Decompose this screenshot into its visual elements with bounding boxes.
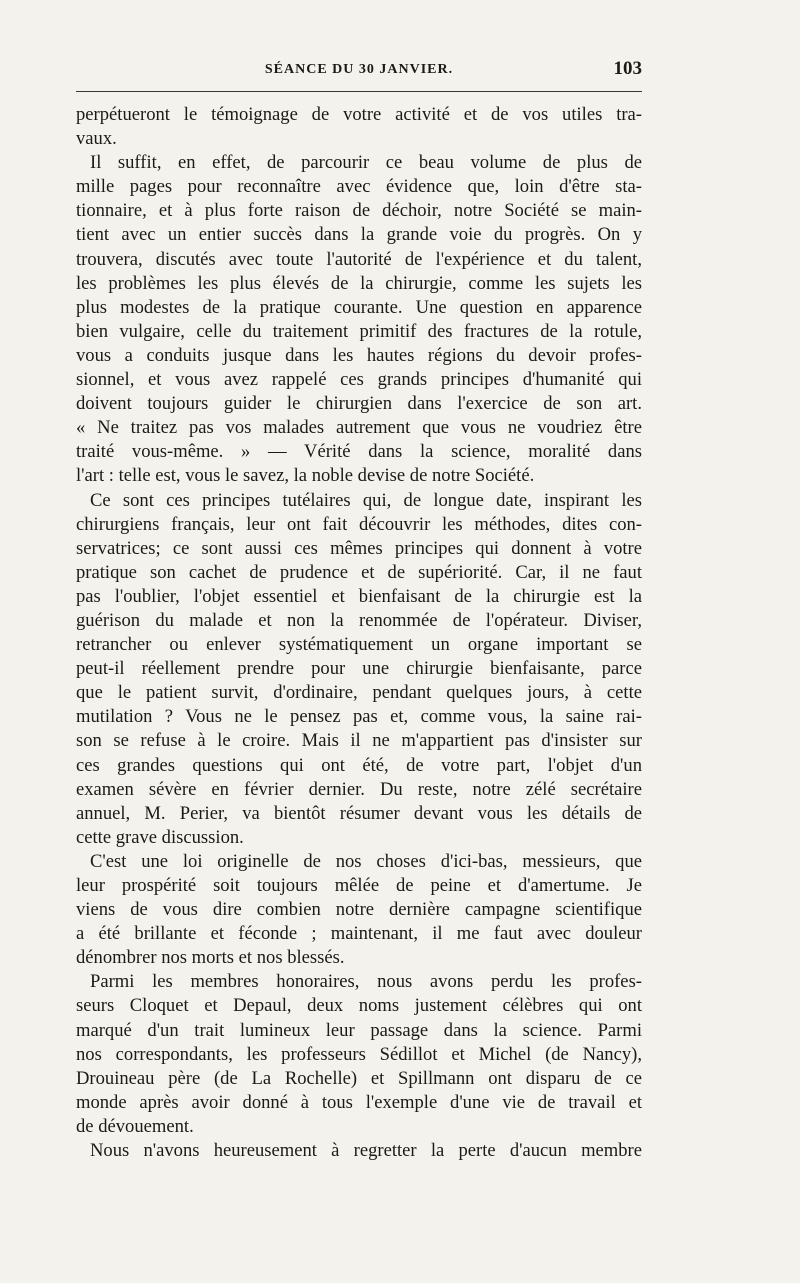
text-line: Drouineau père (de La Rochelle) et Spillmann ont disparu de ce [76,1067,642,1089]
text-line: vaux. [76,128,117,150]
text-line: perpétueront le témoignage de votre activité et de vos utiles tra- [76,104,642,125]
text-line: C'est une loi originelle de nos choses d'ici-bas, messieurs, que [90,850,642,872]
page-number: 103 [613,58,642,79]
page-header [76,58,642,88]
text-line: seurs Cloquet et Depaul, deux noms justement célèbres qui ont [76,995,642,1017]
text-line: Nous n'avons heureusement à regretter la perte d'aucun membre [90,1140,642,1162]
text-line: servatrices; ce sont aussi ces mêmes principes qui donnent à votre [76,537,642,559]
text-line: doivent toujours guider le chirurgien dans l'exercice de son art. [76,393,642,415]
text-line: chirurgiens français, leur ont fait découvrir les méthodes, dites con- [76,513,642,535]
text-line: cette grave discussion. [76,826,244,848]
text-line: tient avec un entier succès dans la grande voie du progrès. On y [76,224,642,246]
text-line: peut-il réellement prendre pour une chirurgie bienfaisante, parce [76,658,642,680]
text-line: guérison du malade et non la renommée de l'opérateur. Diviser, [76,609,642,631]
text-line: sionnel, et vous avez rappelé ces grands principes d'humanité qui [76,369,642,391]
text-line: vous a conduits jusque dans les hautes régions du devoir profes- [76,344,642,366]
header-rule [76,91,642,92]
text-line: Il suffit, en effet, de parcourir ce beau volume de plus de [90,152,642,174]
text-line: tionnaire, et à plus forte raison de déchoir, notre Société se main- [76,200,642,222]
text-line: bien vulgaire, celle du traitement primitif des fractures de la rotule, [76,320,642,342]
text-line: annuel, M. Perier, va bientôt résumer devant vous les détails de [76,802,642,824]
text-line: mutilation ? Vous ne le pensez pas et, comme vous, la saine rai- [76,706,642,728]
text-line: retrancher ou enlever systématiquement un organe important se [76,634,642,656]
text-line: pratique son cachet de prudence et de supériorité. Car, il ne faut [76,561,642,583]
text-line: Ce sont ces principes tutélaires qui, de longue date, inspirant les [90,489,642,511]
text-line: que le patient survit, d'ordinaire, pendant quelques jours, à cette [76,682,642,704]
text-line: monde après avoir donné à tous l'exemple d'une vie de travail et [76,1091,642,1113]
text-line: de dévouement. [76,1115,194,1137]
text-line: pas l'oublier, l'objet essentiel et bienfaisant de la chirurgie est la [76,585,642,607]
text-line: mille pages pour reconnaître avec évidence que, loin d'être sta- [76,176,642,198]
running-head: SÉANCE DU 30 JANVIER. [264,62,454,77]
text-line: son se refuse à le croire. Mais il ne m'appartient pas d'insister sur [76,730,642,752]
text-line: Parmi les membres honoraires, nous avons perdu les profes- [90,971,642,993]
text-line: nos correspondants, les professeurs Sédillot et Michel (de Nancy), [76,1043,642,1065]
text-line: leur prospérité soit toujours mêlée de peine et d'amertume. Je [76,875,642,896]
text-line: l'art : telle est, vous le savez, la noble devise de notre Société. [76,465,535,487]
text-line: plus modestes de la pratique courante. Une question en apparence [76,296,642,318]
text-line: dénombrer nos morts et nos blessés. [76,947,345,969]
text-line: traité vous-même. » — Vérité dans la science, moralité dans [76,441,642,463]
text-line: viens de vous dire combien notre dernière campagne scientifique [76,899,642,921]
text-line: examen sévère en février dernier. Du reste, notre zélé secrétaire [76,778,642,800]
text-line: trouvera, discutés avec toute l'autorité de l'expérience et du talent, [76,248,642,270]
text-body [76,103,642,1163]
text-line: a été brillante et féconde ; maintenant, il me faut avec douleur [76,923,642,945]
text-line: marqué d'un trait lumineux leur passage dans la science. Parmi [76,1019,642,1041]
text-line: les problèmes les plus élevés de la chirurgie, comme les sujets les [76,272,642,294]
text-line: « Ne traitez pas vos malades autrement que vous ne voudriez être [76,417,642,439]
text-line: ces grandes questions qui ont été, de votre part, l'objet d'un [76,754,642,776]
